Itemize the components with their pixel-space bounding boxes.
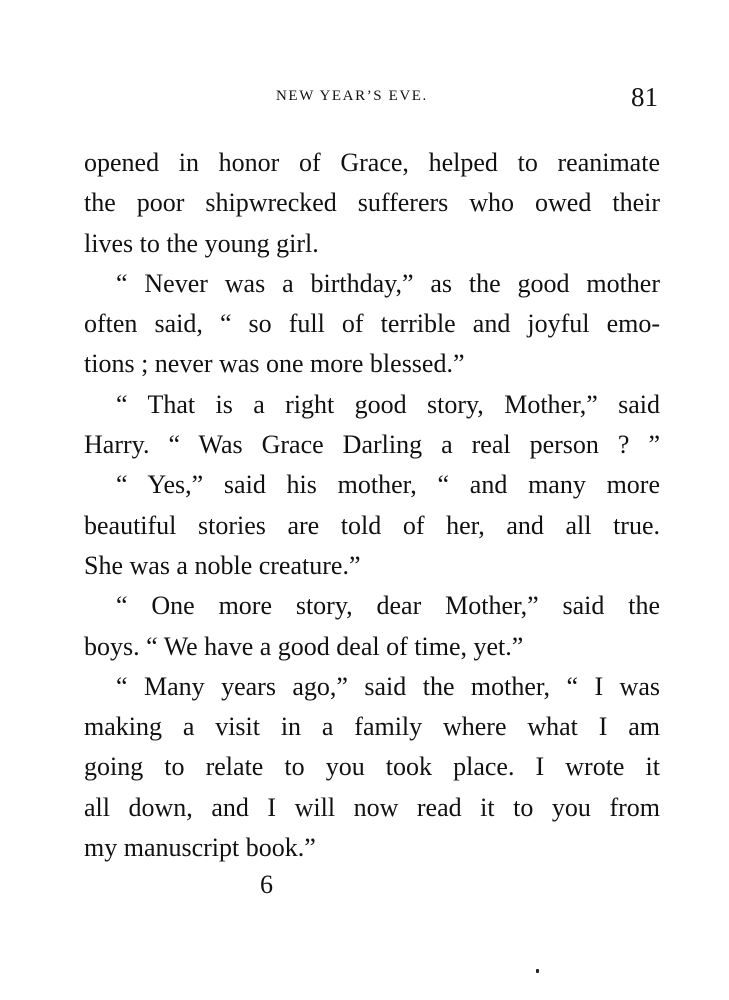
text-line: opened in honor of Grace, helped to reanimate	[84, 148, 660, 177]
signature-mark: 6	[260, 870, 273, 899]
text-line: the poor shipwrecked sufferers who owed their	[84, 188, 660, 218]
text-line: going to relate to you took place. I wrote it	[84, 752, 660, 782]
text-line: “ Many years ago,” said the mother, “ I was	[116, 671, 660, 701]
text-line: my manuscript book.”	[84, 833, 316, 863]
text-line: lives to the young girl.	[84, 228, 319, 258]
text-line: “ One more story, dear Mother,” said the	[116, 591, 660, 621]
text-line: “ Yes,” said his mother, “ and many more	[116, 470, 660, 500]
text-line: “ That is a right good story, Mother,” said	[116, 389, 660, 419]
text-line: Harry. “ Was Grace Darling a real person ? ”	[84, 430, 660, 460]
text-line: often said, “ so full of terrible and joyful emo-	[84, 309, 660, 339]
running-title: NEW YEAR’S EVE.	[276, 88, 428, 104]
text-line: all down, and I will now read it to you from	[84, 792, 660, 822]
page-number: 81	[631, 82, 658, 112]
body-text	[84, 143, 660, 868]
text-line: making a visit in a family where what I am	[84, 712, 660, 742]
text-line: beautiful stories are told of her, and all true.	[84, 510, 660, 540]
text-line: tions ; never was one more blessed.”	[84, 349, 465, 379]
running-head	[0, 82, 729, 116]
text-line: She was a noble creature.”	[84, 550, 361, 580]
text-line: boys. “ We have a good deal of time, yet.”	[84, 631, 524, 661]
text-line: “ Never was a birthday,” as the good mother	[116, 268, 660, 298]
ink-speck	[536, 969, 539, 973]
